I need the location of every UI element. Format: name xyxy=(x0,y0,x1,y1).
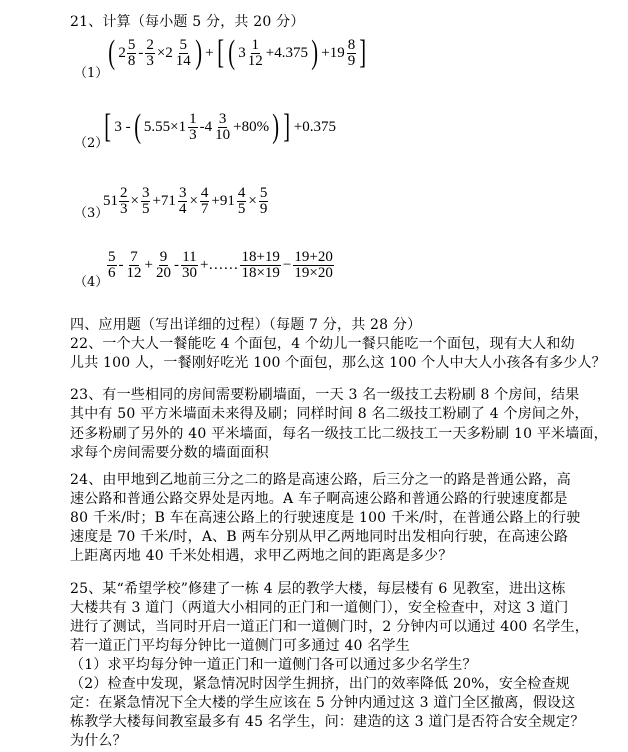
q25-text-line: 进行了测试，当同时开启一道正门和一道侧门时，2 分钟内可以通过 400 名学生， xyxy=(70,619,589,635)
q22-text-line: 儿共 100 人，一餐刚好吃光 100 个面包，那么这 100 个人中大人小孩各有多少人？ xyxy=(70,355,606,371)
denominator: 6 xyxy=(108,265,116,281)
q24-text-line: 24、由甲地到乙地前三分之二的路是高速公路，后三分之一的路是普通公路，高 xyxy=(70,472,572,488)
numerator: 3 xyxy=(178,185,187,201)
numerator: 5 xyxy=(127,36,136,53)
q24-text-line: 80 千米/时；B 车在高速公路上的行驶速度是 100 千米/时，在普通公路上的行驶 xyxy=(70,510,581,526)
bracket: ) xyxy=(311,34,319,71)
problem-label: （2） xyxy=(74,136,109,151)
fraction xyxy=(293,250,333,281)
operator-text: +80% xyxy=(233,118,270,135)
fraction xyxy=(237,186,247,217)
fraction xyxy=(126,250,143,281)
fraction xyxy=(127,38,137,69)
denominator: 30 xyxy=(181,265,197,281)
q21-title: 21、计算（每小题 5 分，共 20 分） xyxy=(70,14,305,30)
bracket: ) xyxy=(195,34,202,71)
bracket: ( xyxy=(108,34,116,71)
bracket: ( xyxy=(133,108,141,145)
denominator: 14 xyxy=(175,52,191,69)
q25-text-line: （1）求平均每分钟一道正门和一道侧门各可以通过多少名学生？ xyxy=(70,657,477,673)
operator-text: 3 - xyxy=(114,118,131,135)
numerator: 11 xyxy=(182,249,197,265)
operator-text: +0.375 xyxy=(293,118,336,135)
operator-text: +…… xyxy=(199,257,239,273)
q24-text-line: 速度是 70 千米/时，A、B 两车分别从甲乙两地同时出发相向行驶，在高速公路 xyxy=(70,529,569,545)
fraction xyxy=(155,250,172,281)
denominator: 8 xyxy=(127,52,136,69)
operator-text: - xyxy=(173,257,179,273)
bracket: ) xyxy=(272,108,280,145)
fraction xyxy=(259,186,269,217)
q24-text-line: 速公路和普通公路交界处是丙地。A 车子啊高速公路和普通公路的行驶速度都是 xyxy=(70,491,568,507)
denominator: 3 xyxy=(189,126,197,143)
bracket: ] xyxy=(359,34,367,71)
operator-text: +71 xyxy=(152,193,176,209)
denominator: 10 xyxy=(215,126,231,143)
denominator: 18×19 xyxy=(241,265,280,281)
denominator: 3 xyxy=(120,201,128,217)
numerator: 18+19 xyxy=(241,249,280,265)
numerator: 9 xyxy=(159,249,168,265)
bracket: [ xyxy=(104,108,112,145)
numerator: 19+20 xyxy=(294,249,333,265)
q23-text-line: 求每个房间需要分数的墙面面积 xyxy=(70,445,269,461)
fraction xyxy=(175,38,192,69)
section-title: 四、应用题（写出详细的过程）（每题 7 分，共 28 分） xyxy=(70,317,422,333)
q25-text-line: 栋教学大楼每间教室最多有 45 名学生，问：建造的这 3 道门是否符合安全规定？ xyxy=(70,714,585,730)
q25-text-line: 若一道正门平均每分钟比一道侧门可多通过 40 名学生 xyxy=(70,638,410,654)
numerator: 5 xyxy=(179,36,188,53)
q25-text-line: 为什么？ xyxy=(70,733,127,749)
operator-text: 5.55×1 xyxy=(143,118,187,135)
q25-text-line: 大楼共有 3 道门（两道大小相同的正门和一道侧门），安全检查中，对这 3 道门 xyxy=(70,600,569,616)
fraction xyxy=(181,250,198,281)
denominator: 12 xyxy=(126,265,142,281)
fraction xyxy=(178,186,188,217)
operator-text: -4 xyxy=(199,118,213,135)
q25-text-line: 25、某“希望学校”修建了一栋 4 层的教学大楼，每层楼有 6 见教室，进出这栋 xyxy=(70,581,566,597)
fraction xyxy=(188,112,198,143)
denominator: 19×20 xyxy=(294,265,333,281)
operator-text: +19 xyxy=(321,44,345,61)
fraction xyxy=(145,38,155,69)
numerator: 4 xyxy=(200,185,209,201)
q23-text-line: 23、有一些相同的房间需要粉刷墙面，一天 3 名一级技工去粉刷 8 个房间，结果 xyxy=(70,387,580,403)
math-expression xyxy=(106,250,335,281)
numerator: 2 xyxy=(120,185,128,201)
denominator: 5 xyxy=(237,201,246,217)
fraction xyxy=(214,112,231,143)
math-expression xyxy=(102,186,269,217)
operator-text: ×2 xyxy=(156,44,173,61)
bracket: ] xyxy=(283,108,291,145)
fraction xyxy=(107,250,117,281)
numerator: 3 xyxy=(141,185,150,201)
denominator: 5 xyxy=(141,201,150,217)
operator-text: +91 xyxy=(211,193,235,209)
numerator: 5 xyxy=(108,249,116,265)
whole-number: 2 xyxy=(118,44,126,61)
denominator: 20 xyxy=(155,265,171,281)
problem-label: （4） xyxy=(74,275,109,290)
numerator: 5 xyxy=(259,185,268,201)
numerator: 3 xyxy=(218,110,227,127)
whole-number: 3 xyxy=(238,44,246,61)
fraction xyxy=(347,38,357,69)
operator-text: − xyxy=(282,257,292,273)
problem-label: （3） xyxy=(74,206,109,221)
fraction xyxy=(119,186,129,217)
operator-text: + xyxy=(144,257,153,273)
fraction xyxy=(141,186,151,217)
operator-text: + xyxy=(205,44,214,61)
q25-text-line: 定：在紧急情况下全大楼的学生应该在 5 分钟内通过这 3 道门全区撤离，假设这 xyxy=(70,695,576,711)
denominator: 9 xyxy=(347,52,356,69)
denominator: 4 xyxy=(178,201,187,217)
fraction xyxy=(240,250,280,281)
fraction xyxy=(200,186,210,217)
q23-text-line: 还多粉刷了另外的 40 平米墙面，每名一级技工比二级技工一天多粉刷 10 平米墙面， xyxy=(70,426,608,442)
numerator: 7 xyxy=(130,249,138,265)
denominator: 12 xyxy=(247,52,263,69)
operator-text: × xyxy=(189,193,198,209)
numerator: 1 xyxy=(251,36,259,53)
whole-number: 51 xyxy=(103,193,118,209)
math-expression xyxy=(102,110,337,144)
denominator: 7 xyxy=(200,201,209,217)
fraction xyxy=(247,38,264,69)
numerator: 1 xyxy=(189,110,197,127)
numerator: 8 xyxy=(347,36,356,53)
math-expression xyxy=(106,36,369,70)
bracket: [ xyxy=(216,34,224,71)
denominator: 3 xyxy=(146,52,154,69)
q22-text-line: 22、一个大人一餐能吃 4 个面包，4 个幼儿一餐只能吃一个面包，现有大人和幼 xyxy=(70,336,575,352)
operator-text: - xyxy=(138,44,144,61)
operator-text: × xyxy=(248,193,257,209)
operator-text: +4.375 xyxy=(265,44,308,61)
denominator: 9 xyxy=(259,201,268,217)
problem-label: （1） xyxy=(74,66,109,81)
operator-text: × xyxy=(130,193,139,209)
operator-text: - xyxy=(118,257,124,273)
q25-text-line: （2）检查中发现，紧急情况时因学生拥挤，出门的效率降低 20%，安全检查规 xyxy=(70,676,570,692)
q24-text-line: 上距离丙地 40 千米处相遇，求甲乙两地之间的距离是多少？ xyxy=(70,548,453,564)
numerator: 2 xyxy=(146,36,154,53)
numerator: 4 xyxy=(237,185,246,201)
q23-text-line: 其中有 50 平方米墙面未来得及刷；同样时间 8 名二级技工粉刷了 4 个房间之外， xyxy=(70,406,589,422)
bracket: ( xyxy=(228,34,235,71)
